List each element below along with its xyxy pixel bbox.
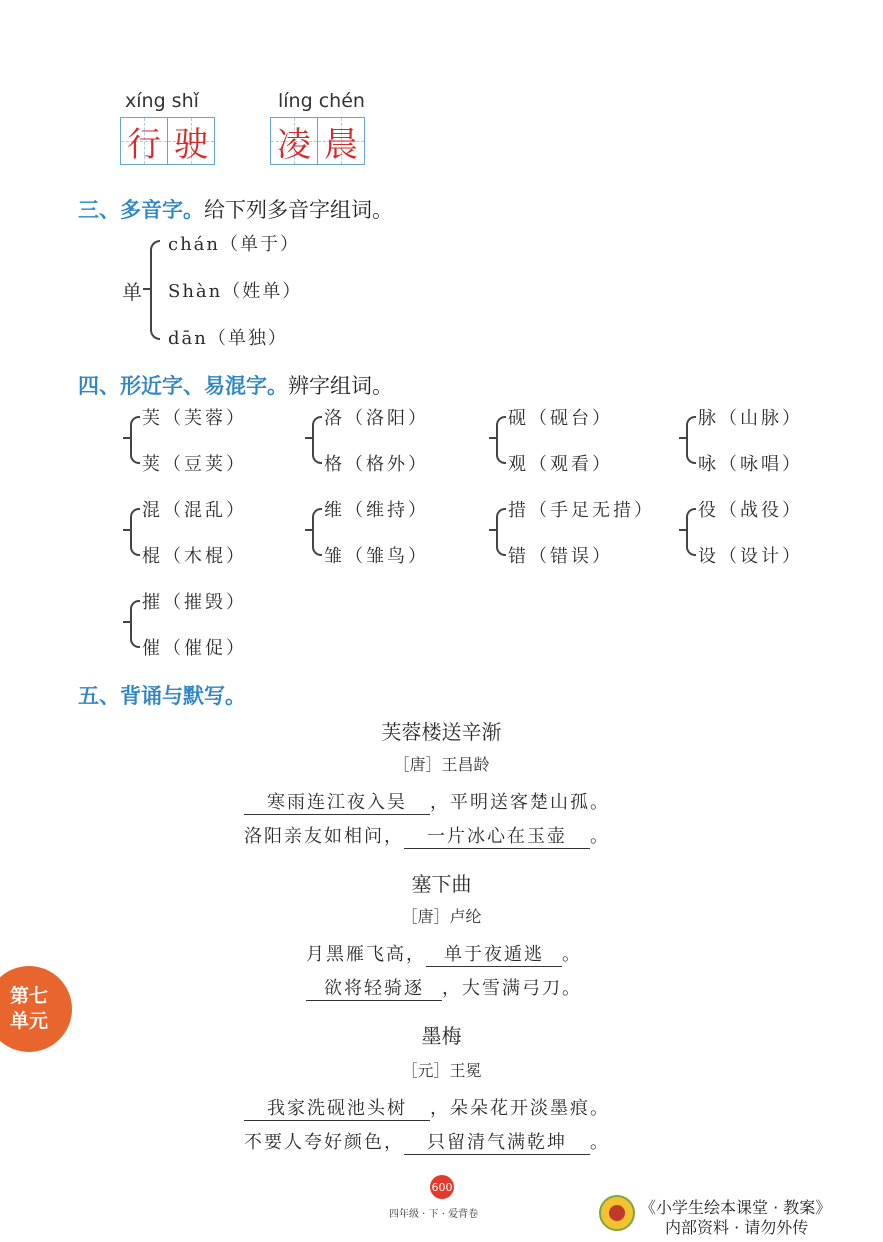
- brace-nub: [143, 288, 151, 290]
- answer-blank: 我家洗砚池头树: [244, 1094, 430, 1121]
- poem-title: 塞下曲: [411, 872, 472, 896]
- section-3-title: 三、多音字。给下列多音字组词。: [78, 198, 393, 222]
- section-5-title: 五、背诵与默写。: [78, 684, 246, 708]
- poem-author: ［唐］卢纶: [401, 907, 482, 926]
- poem-author: ［唐］王昌龄: [393, 755, 490, 774]
- word-box-xingshi: [120, 117, 214, 165]
- poem-title: 墨梅: [421, 1024, 462, 1048]
- answer-blank: 一片冰心在玉壶: [404, 822, 590, 849]
- unit-badge: 第七 单元: [0, 966, 72, 1052]
- char-cell: 凌: [270, 117, 318, 165]
- pinyin-xingshi: xíng shǐ: [125, 90, 199, 112]
- pinyin-lingchen: líng chén: [278, 90, 365, 112]
- answer-blank: 单于夜遁逃: [426, 940, 562, 967]
- poem-title: 芙蓉楼送辛渐: [381, 720, 502, 744]
- book-label: 四年级 · 下 · 爱背卷: [389, 1209, 479, 1220]
- poem-line: 月黑雁飞高， 单于夜遁逃 。: [306, 940, 582, 967]
- polyphone-char: 单: [122, 280, 142, 304]
- brace: [150, 240, 160, 340]
- polyphone-item: Shàn（姓单）: [168, 281, 303, 302]
- answer-blank: 只留清气满乾坤: [404, 1128, 590, 1155]
- poem-line: 我家洗砚池头树 ，朵朵花开淡墨痕。: [244, 1094, 610, 1121]
- poem-line: 寒雨连江夜入吴 ，平明送客楚山孤。: [244, 788, 610, 815]
- publisher-title: 《小学生绘本课堂 · 教案》: [640, 1198, 832, 1217]
- poem-author: ［元］王冕: [401, 1061, 482, 1080]
- polyphone-item: dān（单独）: [168, 328, 288, 349]
- word-box-lingchen: [270, 117, 364, 165]
- polyphone-item: chán（单于）: [168, 234, 300, 255]
- answer-blank: 寒雨连江夜入吴: [244, 788, 430, 815]
- poem-line: 洛阳亲友如相问， 一片冰心在玉壶 。: [244, 822, 610, 849]
- publisher-logo-icon: [599, 1195, 635, 1231]
- char-cell: 驶: [167, 117, 215, 165]
- section-4-title: 四、形近字、易混字。辨字组词。: [78, 374, 393, 398]
- page-number: 600: [430, 1175, 454, 1199]
- answer-blank: 欲将轻骑逐: [306, 974, 442, 1001]
- char-cell: 晨: [317, 117, 365, 165]
- publisher-note: 内部资料 · 请勿外传: [665, 1218, 809, 1237]
- poem-line: 欲将轻骑逐 ，大雪满弓刀。: [306, 974, 582, 1001]
- char-cell: 行: [120, 117, 168, 165]
- poem-line: 不要人夸好颜色， 只留清气满乾坤 。: [244, 1128, 610, 1155]
